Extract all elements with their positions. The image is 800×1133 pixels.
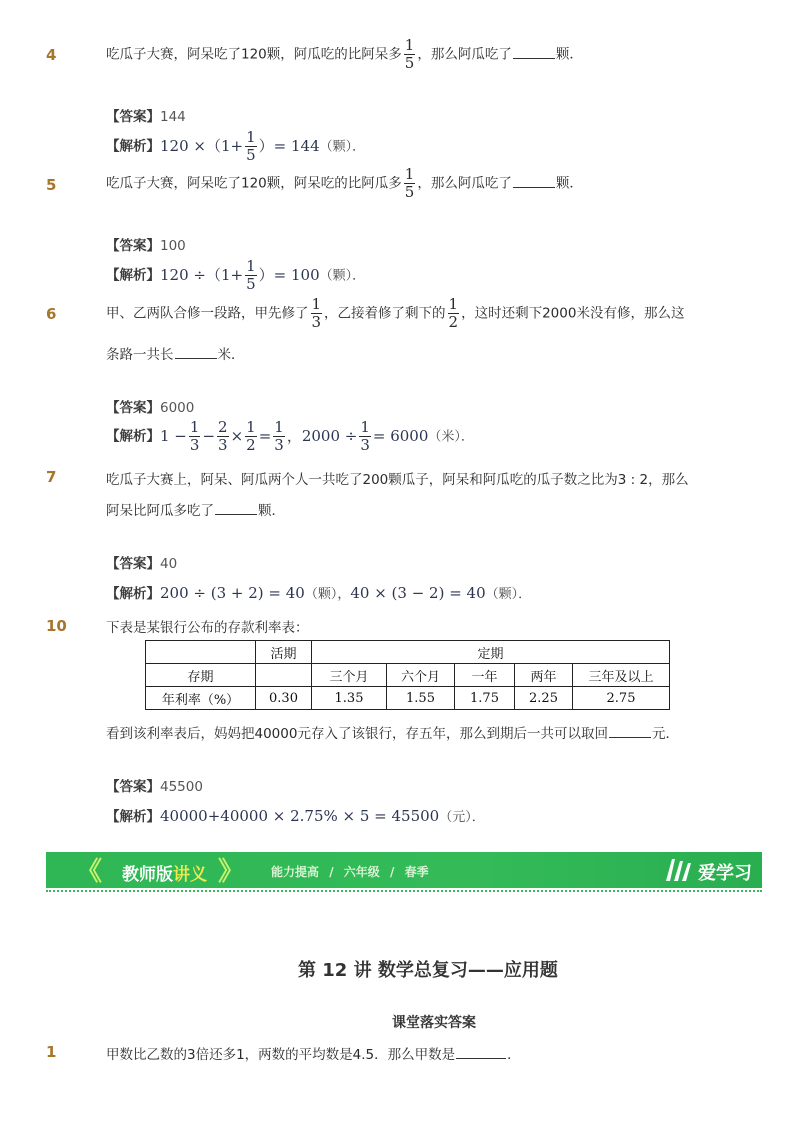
answer-blank <box>456 1045 506 1059</box>
question-text-line2: 条路一共长 米． <box>106 347 245 363</box>
breadcrumb: 能力提高 / 六年级 / 春季 <box>271 865 429 879</box>
answer-blank <box>215 501 257 515</box>
table-row <box>146 664 670 687</box>
answer-blank <box>513 45 555 59</box>
answer-blank <box>175 345 217 359</box>
answer-label: 【答案】 <box>106 109 160 125</box>
answer-line: 【答案】40 <box>106 556 178 572</box>
answer-line: 【答案】100 <box>106 238 186 254</box>
question-number: 4 <box>46 46 57 64</box>
question-number: 1 <box>46 1043 57 1061</box>
table-cell: 三年及以上 <box>573 664 670 687</box>
analysis-line: 【解析】120 ÷（1+ $\frac{1}{5}$ ）= 100（颗）． <box>106 257 366 293</box>
table-cell: 三个月 <box>312 664 387 687</box>
fraction: $\frac{1}{3}$ <box>311 295 322 331</box>
question-number: 10 <box>46 617 67 635</box>
section-subtitle: 课堂落实答案 <box>392 1015 476 1031</box>
question-text: 甲数比乙数的3倍还多1，两数的平均数是4.5．那么甲数是 ． <box>106 1047 521 1063</box>
answer-blank <box>513 174 555 188</box>
table-cell: 1.75 <box>455 687 515 710</box>
question-number: 5 <box>46 176 57 194</box>
fraction: $\frac{1}{5}$ <box>246 128 256 164</box>
analysis-line: 【解析】40000+40000 × 2.75% × 5 = 45500（元）． <box>106 807 485 825</box>
fraction: $\frac{1}{2}$ <box>448 295 459 331</box>
double-chevron-right-icon: 》 <box>218 857 245 887</box>
table-cell: 0.30 <box>256 687 312 710</box>
answer-value: 40 <box>160 556 178 572</box>
question-text-after-table: 看到该利率表后，妈妈把40000元存入了该银行，存五年，那么到期后一共可以取回 元． <box>106 726 679 742</box>
analysis-line: 【解析】200 ÷ (3 + 2) = 40（颗），40 × (3 − 2) = 40（颗）． <box>106 584 532 602</box>
logo-mark-icon <box>664 857 696 887</box>
fraction: $\frac{1}{5}$ <box>404 165 415 201</box>
answer-value: 45500 <box>160 779 203 795</box>
question-text: 下表是某银行公布的存款利率表： <box>106 620 309 636</box>
analysis-line: 【解析】120 ×（1+ $\frac{1}{5}$ ）= 144（颗）． <box>106 128 366 164</box>
table-cell: 六个月 <box>387 664 455 687</box>
interest-rate-table <box>145 640 670 710</box>
answer-line: 【答案】45500 <box>106 779 203 795</box>
banner-title: 教师版讲义 <box>122 865 207 885</box>
question-text: 吃瓜子大赛上，阿呆、阿瓜两个人一共吃了200颗瓜子，阿呆和阿瓜吃的瓜子数之比为3 : 2，那么 <box>106 472 689 488</box>
lecture-title: 第 12 讲 数学总复习——应用题 <box>298 960 558 981</box>
table-header: 存期 <box>146 664 256 687</box>
table-header: 年利率（%） <box>146 687 256 710</box>
answer-line <box>106 105 186 125</box>
question-text: 吃瓜子大赛，阿呆吃了120颗，阿瓜吃的比阿呆多 $\frac{1}{5}$ ，那么阿瓜吃了 颗． <box>106 36 583 72</box>
fraction: $\frac{1}{3}$ <box>360 418 370 454</box>
analysis-label: 【解析】 <box>106 138 160 155</box>
header-banner <box>46 852 762 888</box>
table-cell: 1.35 <box>312 687 387 710</box>
brand-logo: 爱学习 <box>698 863 752 884</box>
answer-line: 【答案】6000 <box>106 400 195 416</box>
question-text-line2: 阿呆比阿瓜多吃了 颗． <box>106 503 285 519</box>
analysis-line: 【解析】1 − $\frac{1}{3}$ − $\frac{2}{3}$ × $\frac{1}{2}$ = $\frac{1}{3}$ ，2000 ÷ $\frac{1}{3}$ = 6000（米）． <box>106 418 474 454</box>
fraction: $\frac{1}{2}$ <box>246 418 256 454</box>
table-header: 定期 <box>312 641 670 664</box>
table-cell: 1.55 <box>387 687 455 710</box>
fraction: $\frac{1}{5}$ <box>404 36 415 72</box>
question-number: 7 <box>46 468 57 486</box>
fraction: $\frac{1}{3}$ <box>274 418 284 454</box>
table-cell <box>146 641 256 664</box>
table-cell: 一年 <box>455 664 515 687</box>
fraction: $\frac{2}{3}$ <box>218 418 228 454</box>
double-chevron-left-icon: 《 <box>76 857 103 887</box>
divider <box>46 890 762 892</box>
question-number: 6 <box>46 305 57 323</box>
fraction: $\frac{1}{5}$ <box>246 257 256 293</box>
table-cell: 两年 <box>515 664 573 687</box>
question-text: 吃瓜子大赛，阿呆吃了120颗，阿呆吃的比阿瓜多 $\frac{1}{5}$ ，那么阿瓜吃了 颗． <box>106 165 583 201</box>
table-row <box>146 641 670 664</box>
table-header: 活期 <box>256 641 312 664</box>
table-cell: 2.25 <box>515 687 573 710</box>
fraction: $\frac{1}{3}$ <box>189 418 200 454</box>
answer-value: 100 <box>160 238 186 254</box>
answer-blank <box>609 724 651 738</box>
answer-value: 144 <box>160 109 186 125</box>
table-cell <box>256 664 312 687</box>
table-cell: 2.75 <box>573 687 670 710</box>
question-text: 甲、乙两队合修一段路，甲先修了 $\frac{1}{3}$ ，乙接着修了剩下的 $\frac{1}{2}$ ，这时还剩下2000米没有修，那么这 <box>106 295 685 331</box>
answer-value: 6000 <box>160 400 195 416</box>
table-row <box>146 687 670 710</box>
